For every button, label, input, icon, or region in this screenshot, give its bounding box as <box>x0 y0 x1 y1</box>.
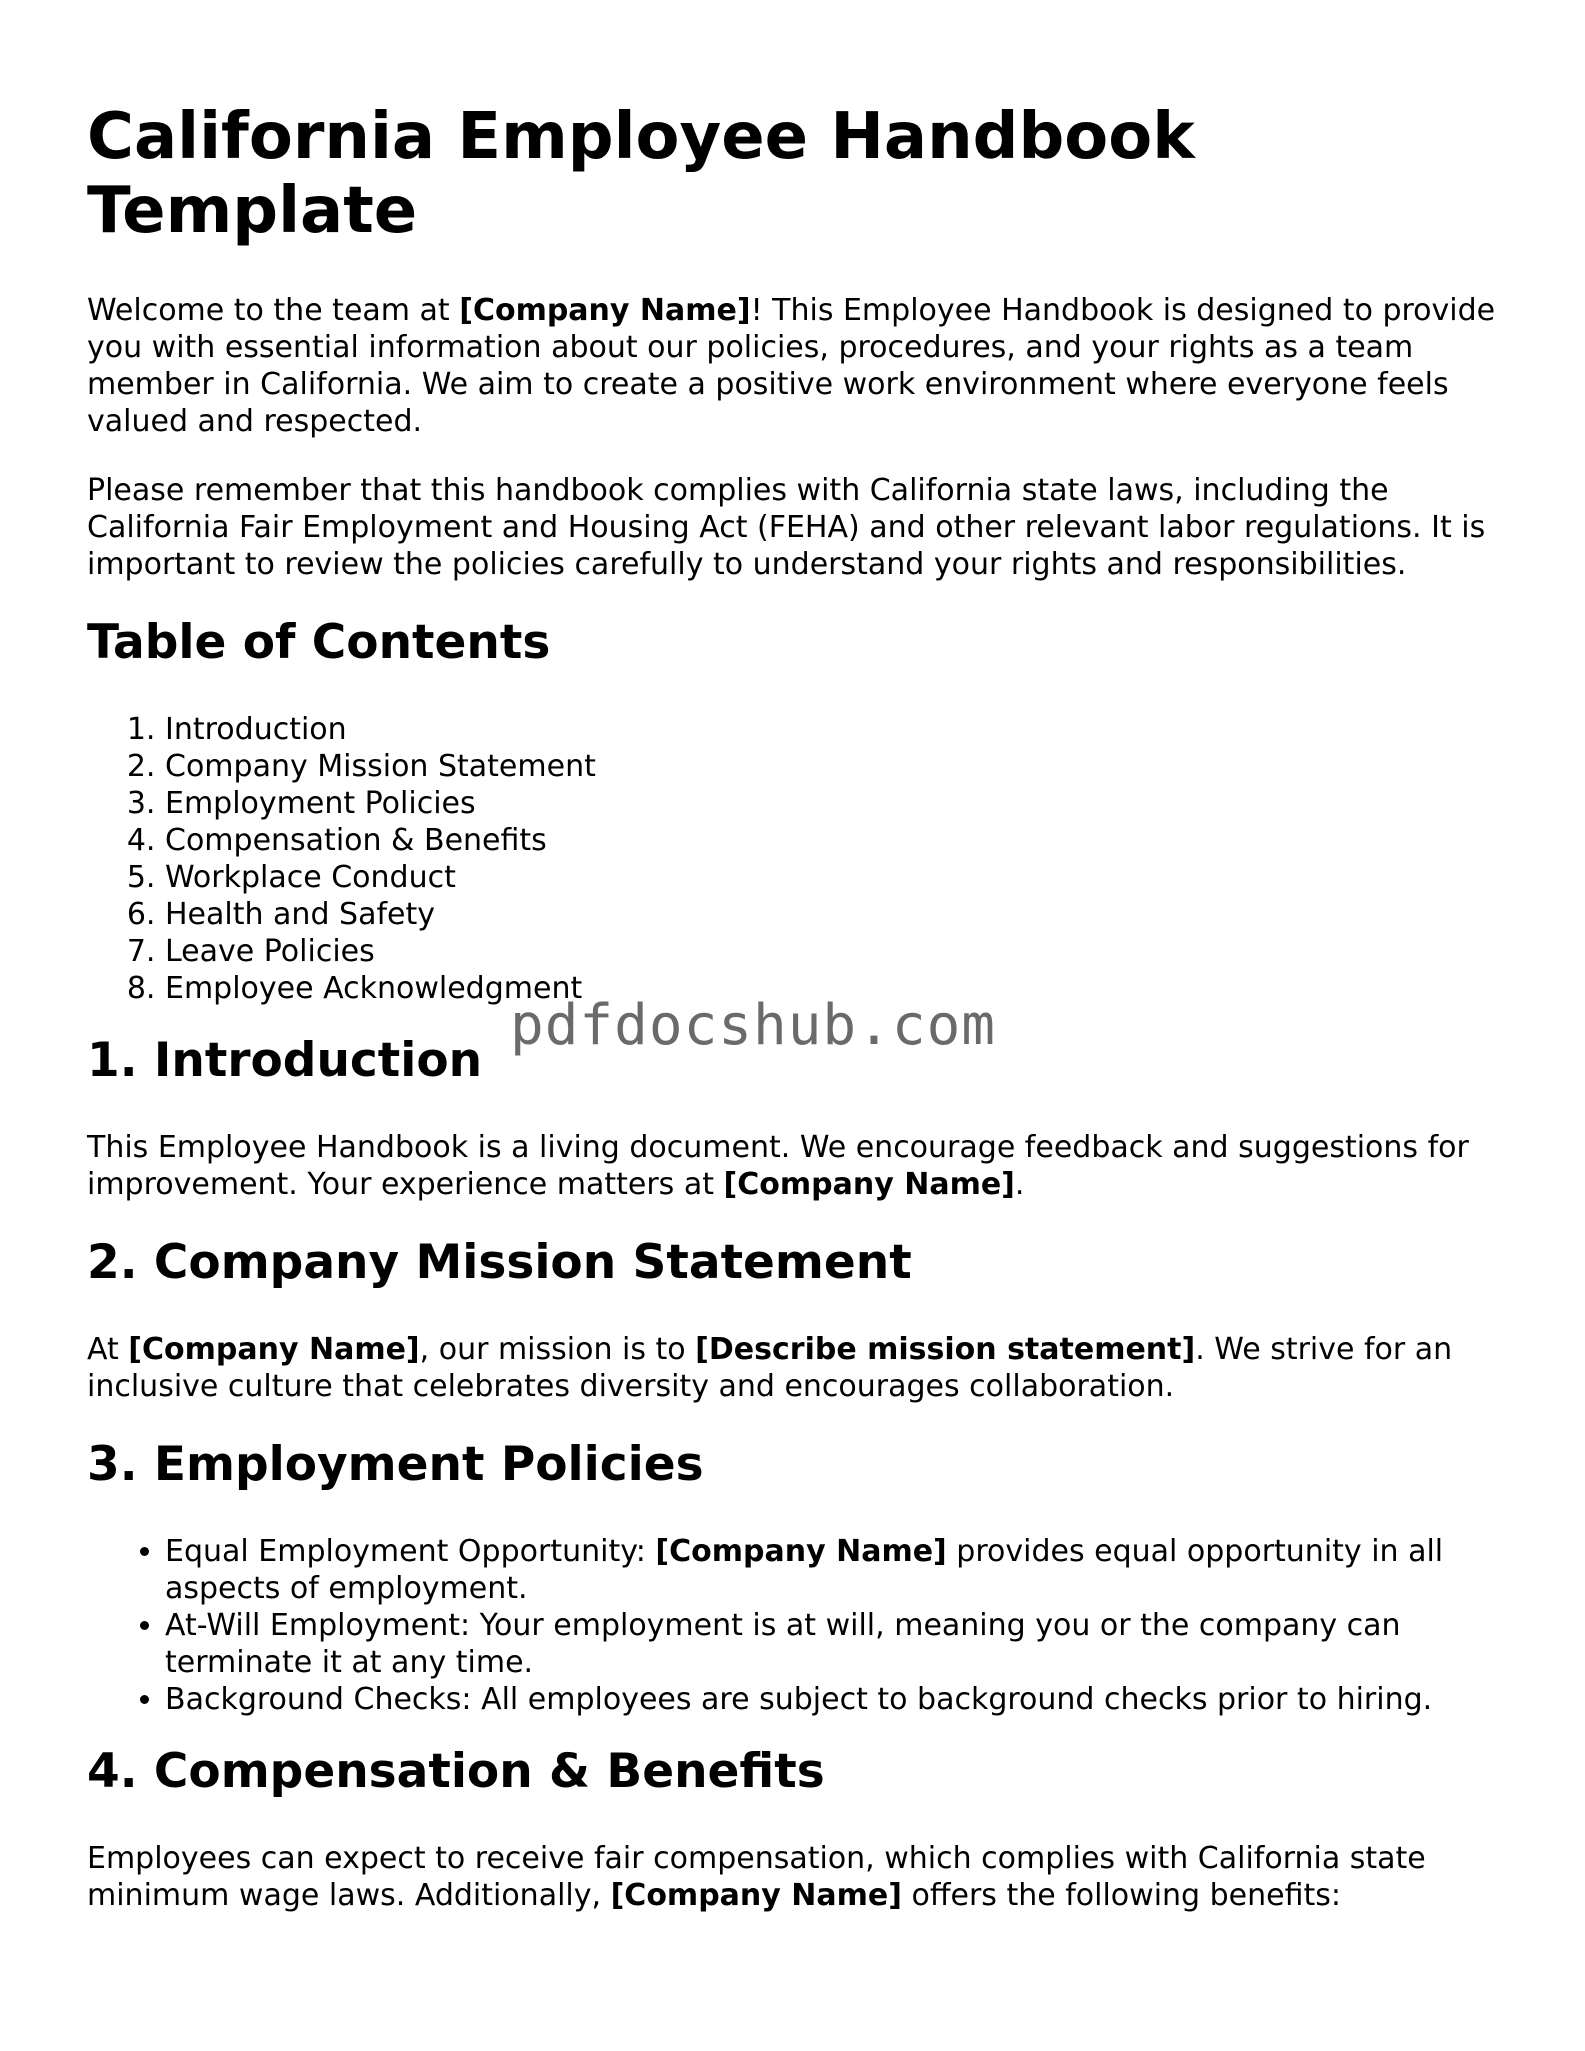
policy-item-at-will: • At-Will Employment: Your employment is at will, meaning you or the company can terminate it at any time. <box>165 1607 1507 1681</box>
policy-item-equal-opportunity <box>165 1533 1507 1607</box>
toc-heading: Table of Contents <box>87 615 551 670</box>
toc-item-employment-policies: 3. Employment Policies <box>165 785 1507 822</box>
section-policies-heading: 3. Employment Policies <box>87 1437 704 1492</box>
watermark: pdfdocshub.com <box>510 993 997 1058</box>
section-mission-heading: 2. Company Mission Statement <box>87 1235 912 1290</box>
mission-statement-placeholder: [Describe mission statement] <box>695 1332 1196 1367</box>
policy-item-background-checks: • Background Checks: All employees are subject to background checks prior to hiring. <box>165 1681 1507 1718</box>
section-mission-text <box>87 1331 1507 1405</box>
intro-paragraph-2: Please remember that this handbook complies with California state laws, including the California Fair Employment and Housing Act (FEHA) and other relevant labor regulations. It is important to review the policies carefully to understand your rights and responsibilities. <box>87 473 1486 582</box>
section-introduction-heading: 1. Introduction <box>87 1033 483 1088</box>
section-mission-text-middle: , our mission is to <box>419 1332 696 1367</box>
company-name-placeholder: [Company Name] <box>610 1878 902 1913</box>
intro-text-before: Welcome to the team at <box>87 293 460 328</box>
policy-item-1-after: provides equal opportunity in all aspects of employment. <box>165 1534 1444 1606</box>
section-introduction-text-before: This Employee Handbook is a living document. We encourage feedback and suggestions for improvement. Your experience matters at <box>87 1130 1469 1202</box>
company-name-placeholder: [Company Name] <box>723 1167 1015 1202</box>
section-mission-text-before: At <box>87 1332 129 1367</box>
section-mission-text-after: . We strive for an inclusive culture that celebrates diversity and encourages collaboration. <box>87 1332 1453 1404</box>
toc-item-health-safety: 6. Health and Safety <box>165 896 1507 933</box>
section-compensation-text-before: Employees can expect to receive fair compensation, which complies with California state minimum wage laws. Additionally, <box>87 1841 1426 1913</box>
section-compensation-text-after: offers the following benefits: <box>901 1878 1341 1913</box>
toc-item-compensation: 4. Compensation & Benefits <box>165 822 1507 859</box>
policies-list <box>87 1533 1507 1718</box>
company-name-placeholder: [Company Name] <box>128 1332 420 1367</box>
company-name-placeholder: [Company Name] <box>459 293 751 328</box>
toc-list <box>87 711 1507 1007</box>
section-compensation-text <box>87 1840 1507 1914</box>
intro-paragraph-1 <box>87 292 1507 440</box>
policy-item-1-before: Equal Employment Opportunity: <box>165 1534 656 1569</box>
toc-item-workplace-conduct: 5. Workplace Conduct <box>165 859 1507 896</box>
section-introduction-text <box>87 1129 1507 1203</box>
intro-text-after: ! This Employee Handbook is designed to provide you with essential information about our policies, procedures, and your rights as a team member in California. We aim to create a positive work environment where everyone feels valued and respected. <box>87 293 1496 439</box>
section-compensation-heading: 4. Compensation & Benefits <box>87 1744 825 1799</box>
document-title: California Employee Handbook Template <box>87 100 1195 248</box>
section-introduction-text-after: . <box>1014 1167 1025 1202</box>
toc-item-introduction: 1. Introduction <box>165 711 1507 748</box>
company-name-placeholder: [Company Name] <box>655 1534 947 1569</box>
toc-item-acknowledgment: 8. Employee Acknowledgment <box>165 970 1507 1007</box>
toc-item-leave-policies: 7. Leave Policies <box>165 933 1507 970</box>
toc-item-mission: 2. Company Mission Statement <box>165 748 1507 785</box>
